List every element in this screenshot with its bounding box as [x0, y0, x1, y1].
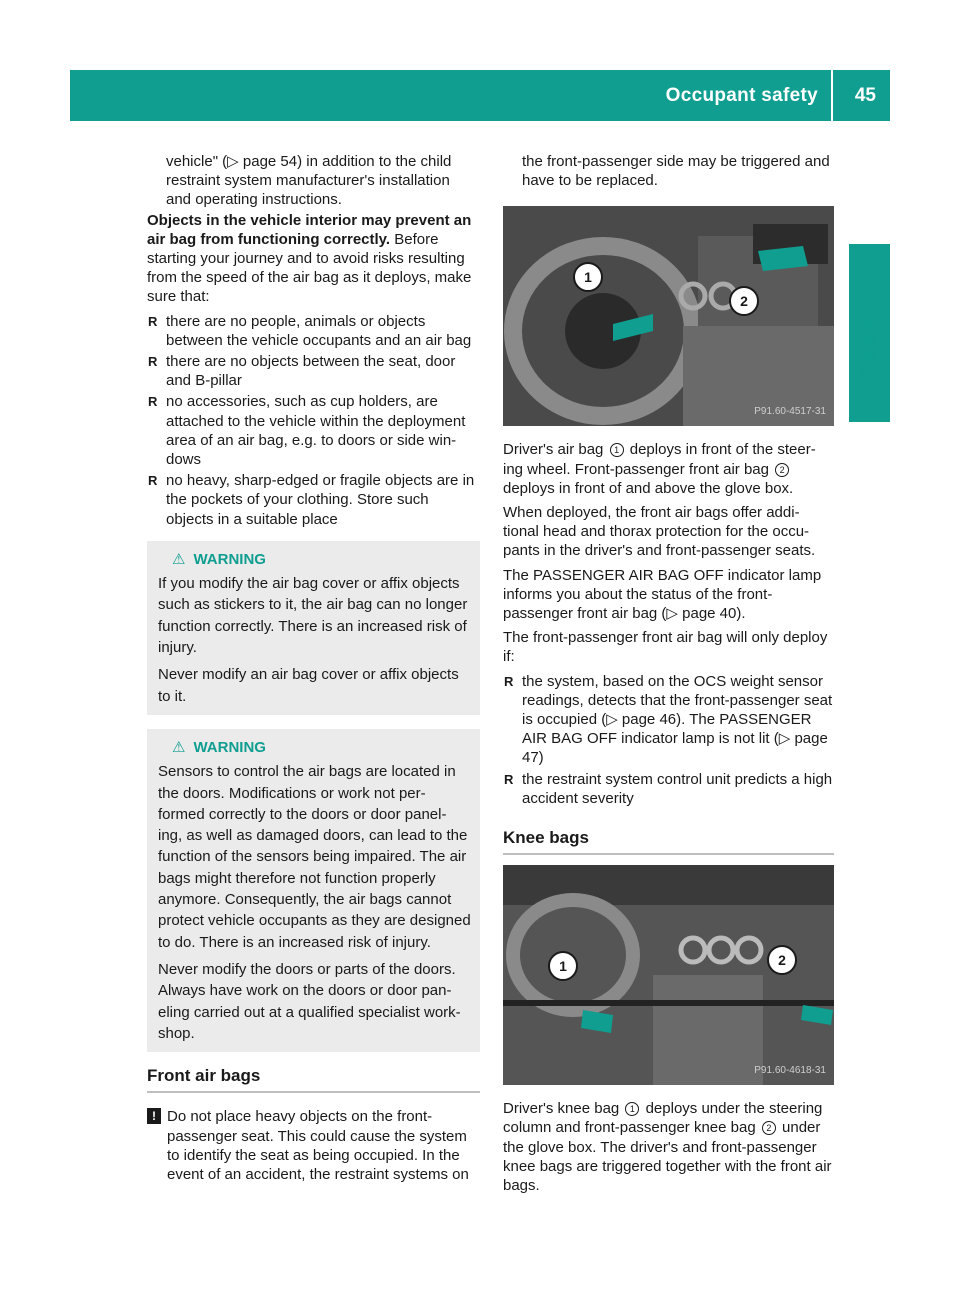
section-heading-front-air-bags: Front air bags — [147, 1066, 480, 1093]
list-item: R the system, based on the OCS weight sensor readings, detects that the front-passenger seat is occupied (▷ page 46). The PASSENGER AIR BAG OFF indicator lamp is not lit (▷ page 47) — [504, 672, 833, 767]
objects-heading: Objects in the vehicle interior may prevent an air bag from functioning correctly. — [147, 211, 472, 248]
bullet-icon: R — [148, 394, 158, 410]
objects-text: Before starting your journey and to avoid risks resulting from the speed of the air bag as it deploys, make sure that: — [147, 230, 472, 306]
warning-box — [147, 541, 480, 715]
warning-text: Never modify the doors or parts of the doors. Always have work on the doors or door pan- eling carried out at a qualified specialist work- shop. — [158, 960, 461, 1042]
number-1-icon: 1 — [610, 443, 624, 457]
warning-text: If you modify the air bag cover or affix objects such as stickers to it, the air bag can no longer function correctly. There is an increased risk of injury. — [158, 575, 468, 657]
front-airbag-caption: Driver's air bag 1 deploys in front of the steer- ing wheel. Front-passenger front air bag 2 deploys in front of and above the glove box. — [503, 441, 816, 497]
side-tab-label: Safety — [858, 318, 880, 376]
list-item: R no heavy, sharp-edged or fragile objects are in the pockets of your clothing. Store such objects in a suitable place — [148, 472, 475, 528]
warning-heading: ⚠ WARNING — [158, 737, 472, 758]
bullet-icon: R — [148, 354, 158, 370]
knee-airbag-photo — [503, 865, 834, 1085]
callout-1: 1 — [548, 951, 578, 981]
intro-line: restraint system manufacturer's installation — [166, 172, 450, 190]
bullet-icon: R — [504, 673, 514, 689]
warning-triangle-icon: ⚠ — [172, 550, 186, 568]
safety-bullet-list — [147, 312, 480, 529]
header-bar — [70, 70, 890, 121]
warning-box — [147, 729, 480, 1052]
callout-2: 2 — [767, 945, 797, 975]
section-heading-knee-bags: Knee bags — [503, 828, 834, 855]
objects-paragraph — [147, 211, 480, 307]
dashboard-illustration — [503, 206, 834, 426]
warning-heading: ⚠ WARNING — [158, 549, 472, 570]
exclamation-icon: ! — [147, 1108, 161, 1124]
warning-text: Never modify an air bag cover or affix objects to it. — [158, 666, 459, 705]
note-text: Do not place heavy objects on the front- passenger seat. This could cause the system to identify the seat as being occupied. In the event of an accident, the restraint systems on — [167, 1108, 469, 1183]
knee-airbag-caption: Driver's knee bag 1 deploys under the steering column and front-passenger knee bag 2 under the glove box. The driver's and front-passenger knee bags are triggered together with the front air bags. — [503, 1100, 832, 1195]
header-divider — [831, 70, 833, 121]
warning-text: Sensors to control the air bags are located in the doors. Modifications or work not per- formed correctly to the doors or door panel- ing, as well as damaged doors, can lead to the function of the sensors being impaired. The air bags might therefore not function properly anymore. Consequently, the air bags cannot protect vehicle occupants as they are designed to do. There is an increased risk of injury. — [158, 763, 471, 951]
number-1-icon: 1 — [625, 1102, 639, 1116]
list-item: R there are no objects between the seat, door and B-pillar — [148, 353, 456, 390]
list-item: R there are no people, animals or objects between the vehicle occupants and an air bag — [148, 312, 472, 349]
intro-line: vehicle" (▷ page 54) in addition to the child — [166, 153, 452, 170]
number-2-icon: 2 — [775, 463, 789, 477]
note — [147, 1107, 480, 1184]
bullet-icon: R — [504, 771, 514, 787]
right-column — [503, 152, 834, 1200]
image-reference: P91.60-4618-31 — [754, 1065, 826, 1077]
left-column — [147, 152, 480, 1184]
intro-text: the front-passenger side may be triggered and have to be replaced. — [522, 153, 830, 190]
list-item: R no accessories, such as cup holders, are attached to the vehicle within the deployment area of an air bag, e.g. to doors or side win- dows — [148, 393, 466, 469]
list-item: R the restraint system control unit predicts a high accident severity — [504, 770, 833, 807]
paragraph-deployed: When deployed, the front air bags offer addi- tional head and thorax protection for the occu- pants in the driver's and front-passenger seats. — [503, 504, 816, 560]
page-number: 45 — [854, 85, 876, 106]
bullet-icon: R — [148, 473, 158, 489]
paragraph-indicator: The PASSENGER AIR BAG OFF indicator lamp informs you about the status of the front- passenger front air bag (▷ page 40). — [503, 566, 822, 623]
warning-triangle-icon: ⚠ — [172, 738, 186, 756]
number-2-icon: 2 — [762, 1121, 776, 1135]
bullet-icon: R — [148, 313, 158, 329]
deploy-conditions-list — [503, 672, 834, 808]
callout-1: 1 — [573, 262, 603, 292]
callout-2: 2 — [729, 286, 759, 316]
image-reference: P91.60-4517-31 — [754, 406, 826, 418]
intro-line: and operating instructions. — [166, 191, 342, 209]
page-section-title: Occupant safety — [665, 85, 818, 106]
paragraph-deploy-if: The front-passenger front air bag will only deploy if: — [503, 629, 828, 666]
dashboard-airbag-photo — [503, 206, 834, 426]
